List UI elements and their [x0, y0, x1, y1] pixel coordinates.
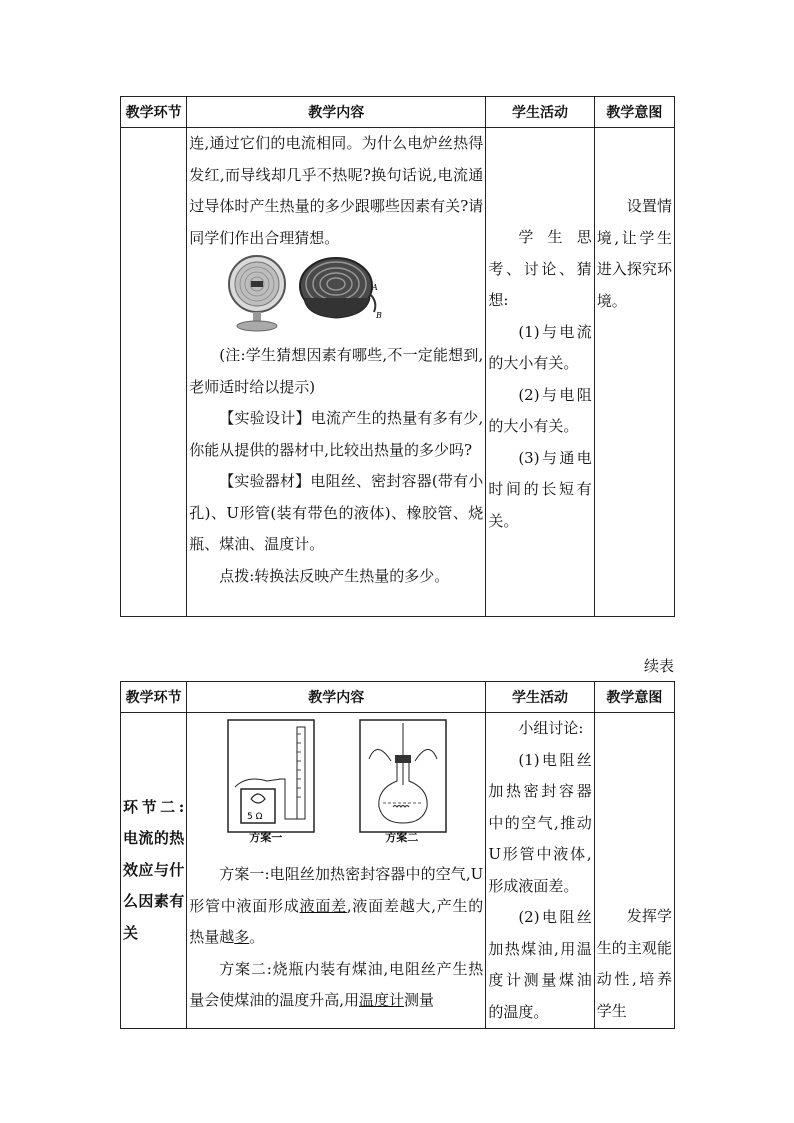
intent-cell-2 [594, 713, 674, 1029]
content-note: (注:学生猜想因素有哪些,不一定能想到,老师适时给以提示) [189, 346, 484, 396]
stage-cell-empty [121, 128, 187, 617]
intent-text: 设置情境,让学生进入探究环境。 [596, 197, 672, 310]
header-activity: 学生活动 [486, 97, 594, 128]
header-intent: 教学意图 [594, 97, 674, 128]
scheme1-text-b: ,液面差越大,产生的热量越 [189, 896, 484, 946]
header-content: 教学内容 [187, 97, 486, 128]
scheme1-text-a: 方案一:电阻丝加热密封容器中的空气,U形管中液面形成 [189, 865, 484, 915]
scheme1-figure [227, 719, 319, 847]
intent-cell [594, 128, 674, 617]
activity-cell-2 [486, 713, 594, 1029]
content-materials: 【实验器材】电阻丝、密封容器(带有小孔)、U形管(装有带色的液体)、橡胶管、烧瓶、煤油、温度计。 [189, 472, 484, 553]
activity-item-2: (2)与电阻的大小有关。 [488, 385, 592, 435]
lesson-table-1 [120, 96, 675, 617]
activity-cell [486, 128, 594, 617]
content-design: 【实验设计】电流产生的热量有多有少,你能从提供的器材中,比较出热量的多少吗? [189, 409, 484, 459]
header-stage-2: 教学环节 [121, 682, 187, 713]
lesson-table-2 [120, 681, 675, 1029]
header-activity-2: 学生活动 [486, 682, 594, 713]
scheme2-caption: 方案二 [385, 831, 419, 844]
heater-figures [189, 254, 483, 340]
content-intro: 连,通过它们的电流相同。为什么电炉丝热得发红,而导线却几乎不热呢?换句话说,电流通过导体时产生热量的多少跟哪些因素有关?请同学们作出合理猜想。 [189, 134, 484, 247]
content-cell [187, 128, 486, 617]
activity2-intro: 小组讨论: [518, 719, 584, 737]
header-content-2: 教学内容 [187, 682, 486, 713]
electric-stove-coil-figure [296, 254, 386, 334]
scheme1-text [189, 859, 483, 954]
scheme1-blank2: 多 [234, 928, 250, 946]
header-stage: 教学环节 [121, 97, 187, 128]
activity2-item-2: (2)电阻丝加热煤油,用温度计测量煤油的温度。 [488, 908, 592, 1021]
activity-intro: 学生思考、讨论、猜想: [488, 228, 592, 309]
scheme1-caption: 方案一 [249, 831, 283, 844]
scheme2-blank: 温度计 [359, 991, 405, 1009]
content-hint: 点拨:转换法反映产生热量的多少。 [219, 566, 450, 585]
scheme1-blank1: 液面差 [299, 896, 347, 915]
scheme1-text-c: 。 [249, 928, 265, 946]
scheme-figures [189, 713, 483, 859]
stage-cell-2: 环节二:电流的热效应与什么因素有关 [121, 713, 187, 1029]
electric-heater-figure [223, 254, 291, 334]
activity2-item-1: (1)电阻丝加热密封容器中的空气,推动U形管中液体,形成液面差。 [488, 750, 592, 895]
continued-label: 续表 [643, 657, 674, 675]
header-intent-2: 教学意图 [594, 682, 674, 713]
activity-item-3: (3)与通电时间的长短有关。 [488, 448, 592, 530]
intent2-text: 发挥学生的主观能动性,培养学生 [596, 907, 672, 1020]
scheme2-text-b: 测量 [404, 991, 435, 1009]
scheme2-text-a: 方案二:烧瓶内装有煤油,电阻丝产生热量会使煤油的温度升高,用 [189, 959, 484, 1009]
content-cell-2 [187, 713, 486, 1029]
scheme2-text [189, 954, 483, 1017]
resistor-label: 5 Ω [247, 812, 263, 822]
label-b: B [376, 311, 382, 320]
label-a: A [372, 283, 378, 292]
scheme2-figure [359, 719, 451, 847]
activity-item-1: (1)与电流的大小有关。 [488, 322, 592, 372]
